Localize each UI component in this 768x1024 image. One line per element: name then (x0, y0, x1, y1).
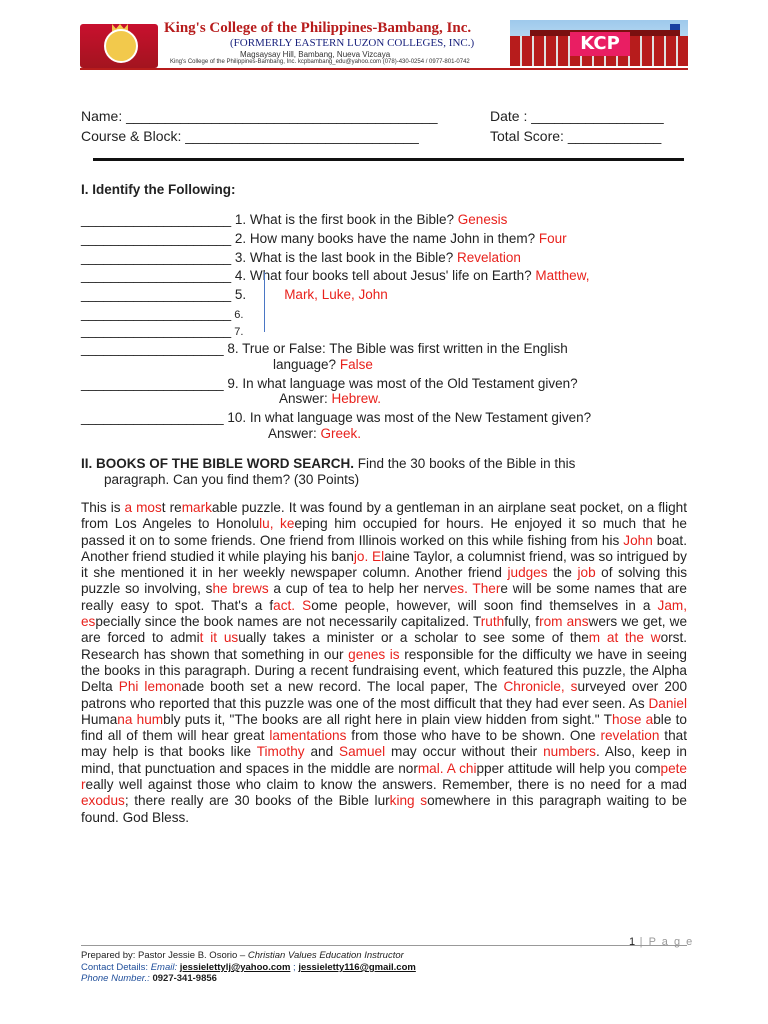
hidden-book-name: Samuel (339, 744, 386, 760)
paragraph-text: aine Taylor, a columnist friend, was so intrigued by it she mentioned it in her weekly newspaper column. Another friend (81, 548, 687, 581)
hidden-book-name: he brews (212, 581, 269, 597)
answer-text: Mark, Luke, John (284, 287, 388, 302)
hidden-book-name: pete r (81, 760, 687, 793)
paragraph-text: and (304, 744, 340, 760)
course-block-field[interactable]: Course & Block: ______________________________ (81, 128, 419, 144)
answer-text: Greek. (320, 426, 362, 441)
paragraph-text: the (547, 565, 578, 581)
answer-text: Matthew, (535, 268, 590, 283)
question-4: ____________________ 4. What four books tell about Jesus' life on Earth? Matthew, (81, 268, 590, 283)
name-field[interactable]: Name: ________________________________________ (81, 108, 438, 124)
paragraph-text: may occur without their (385, 744, 544, 760)
paragraph-text: from those who have to be shown. One (346, 728, 601, 744)
section2-title: II. BOOKS OF THE BIBLE WORD SEARCH. Find the 30 books of the Bible in this (81, 456, 576, 471)
paragraph-text: ble to find all of them will hear great (81, 711, 687, 744)
question-2: ____________________ 2. How many books have the name John in them? Four (81, 231, 567, 246)
header-divider (80, 68, 688, 70)
hidden-book-name: ruth (480, 614, 505, 630)
paragraph-text: orst. Research has shown that something in our (81, 630, 688, 662)
paragraph-text: urveyed over 200 patrons who reported that this puzzle was one of the most difficult that they had ever seen. As (81, 679, 688, 711)
answer-text: False (339, 357, 373, 372)
hidden-book-name: Phi lemon (118, 679, 182, 695)
word-search-paragraph (81, 500, 687, 826)
hidden-book-name: mark (181, 500, 212, 515)
kcp-badge: KCP (570, 32, 630, 56)
school-logo-banner (80, 24, 158, 68)
question-8: ___________________ 8. True or False: The Bible was first written in the English (81, 341, 568, 356)
hidden-book-name: John (623, 532, 653, 548)
paragraph-text: ; there really are 30 books of the Bible lur (124, 793, 390, 809)
question-3: ____________________ 3. What is the last book in the Bible? Revelation (81, 250, 521, 265)
hidden-book-name: t it us (199, 630, 239, 646)
paragraph-text: e will be some names that are really easy to spot. That's a f (81, 581, 687, 613)
hidden-book-name: es. Ther (449, 581, 501, 597)
hidden-book-name: jo. El (353, 548, 385, 564)
footer-divider (81, 945, 687, 946)
hidden-book-name: act. S (273, 597, 312, 613)
answer-blank[interactable]: ____________________ (81, 306, 232, 321)
paragraph-text: ome people, however, will soon find themselves in a (311, 597, 658, 613)
question-8-cont: language? False (273, 357, 373, 372)
paragraph-text: Huma (81, 711, 118, 727)
answer-blank[interactable]: ____________________ (81, 323, 232, 338)
hidden-book-name: Daniel (648, 695, 687, 711)
question-10: ___________________ 10. In what language was most of the New Testament given? (81, 410, 592, 425)
total-score-field[interactable]: Total Score: ____________ (490, 128, 662, 144)
answer-text: Genesis (457, 212, 508, 227)
school-address: Magsaysay Hill, Bambang, Nueva Vizcaya (240, 50, 391, 59)
paragraph-text: that may help is that books like (81, 728, 687, 760)
hidden-book-name: hose a (611, 711, 654, 727)
hidden-book-name: king s (389, 793, 428, 809)
hidden-book-name: Timothy (256, 744, 305, 760)
hidden-book-name: judges (507, 565, 548, 581)
hidden-book-name: Jam, es (81, 597, 687, 630)
date-field[interactable]: Date : _________________ (490, 108, 664, 124)
answer-blank[interactable]: ____________________ (81, 287, 232, 302)
section-divider (93, 158, 684, 161)
hidden-book-name: mal. A chi (417, 760, 477, 776)
hidden-book-name: revelation (600, 728, 660, 744)
answer-blank[interactable]: ____________________ (81, 231, 232, 246)
contact-details: Contact Details: Email: jessielettylj@yahoo.com ; jessieletty116@gmail.com (81, 962, 416, 973)
paragraph-text: t re (161, 500, 182, 515)
answer-text: Revelation (457, 250, 521, 265)
answer-blank[interactable]: ___________________ (81, 376, 224, 391)
paragraph-text: . Also, keep in mind, that punctuation and spaces in the middle are nor (81, 744, 687, 776)
school-header (80, 20, 688, 68)
school-former-name: (FORMERLY EASTERN LUZON COLLEGES, INC.) (230, 37, 475, 49)
phone-number: Phone Number.: 0927-341-9856 (81, 973, 217, 984)
question-5: ____________________ 5. Mark, Luke, John (81, 287, 388, 302)
hidden-book-name: a mos (124, 500, 162, 515)
campus-photo-banner (510, 20, 688, 66)
question-9: ___________________ 9. In what language was most of the Old Testament given? (81, 376, 578, 391)
paragraph-text: bly puts it, "The books are all right here in plain view hidden from sight." T (163, 711, 612, 727)
paragraph-text: wers we get, we are forced to admi (81, 614, 687, 646)
paragraph-text: ually takes a minister or a scholar to see some of the (238, 630, 589, 646)
prepared-by: Prepared by: Pastor Jessie B. Osorio – Christian Values Education Instructor (81, 950, 404, 961)
school-contact: King's College of the Philippines-Bambang, Inc. kcpbambang_edu@yahoo.com (078)-430-0254 / 0977-801-0742 (170, 59, 470, 65)
question-10-cont: Answer: Greek. (268, 426, 362, 441)
hidden-book-name: rom ans (539, 614, 589, 630)
flag-icon (670, 24, 680, 30)
hidden-book-name: job (577, 565, 596, 581)
email-link-2[interactable]: jessieletty116@gmail.com (298, 962, 416, 973)
question-9-cont: Answer: Hebrew. (279, 391, 382, 406)
paragraph-text: This is (81, 500, 125, 515)
hidden-book-name: genes is (348, 646, 400, 662)
answer-text: Four (538, 231, 567, 246)
paragraph-text: pper attitude will help you com (476, 760, 661, 776)
paragraph-text: responsible for the difficulty we have in seeing the books in this paragraph. During a recent fundraising event, which featured this puzzle, the Alpha Delta (81, 646, 687, 695)
hidden-book-name: Chronicle, s (503, 679, 578, 695)
hidden-book-name: m at the w (588, 630, 661, 646)
paragraph-text: ade booth set a new record. The local paper, The (181, 679, 504, 695)
paragraph-text: of solving this puzzle so involving, s (81, 565, 688, 597)
school-name: King's College of the Philippines-Bambang, Inc. (164, 20, 472, 36)
paragraph-text: fully, f (504, 614, 540, 630)
email-link-1[interactable]: jessielettylj@yahoo.com (179, 962, 291, 973)
paragraph-text: omewhere in this paragraph waiting to be found. God Bless. (81, 793, 687, 825)
paragraph-text: eping him occupied for hours. He enjoyed it so much that he passed it on to some friends. One friend from Illinois worked on this while fishing from his (81, 516, 687, 548)
hidden-book-name: lu, ke (259, 516, 295, 532)
question-7: ____________________ 7. (81, 323, 244, 338)
question-1: ____________________ 1. What is the first book in the Bible? Genesis (81, 212, 508, 227)
paragraph-text: pecially since the book names are not necessarily capitalized. T (95, 614, 481, 630)
hidden-book-name: numbers (543, 744, 596, 760)
answer-blank[interactable]: ____________________ (81, 268, 232, 283)
paragraph-text: boat. Another friend studied it while playing his ban (81, 532, 687, 564)
paragraph-text: able puzzle. It was found by a gentleman in an airplane seat pocket, on a flight from Los Angeles to Honolu (81, 500, 687, 532)
hidden-book-name: na hum (117, 711, 164, 727)
hidden-book-name: lamentations (269, 728, 347, 744)
answer-blank[interactable]: ___________________ (81, 410, 224, 425)
answer-blank[interactable]: ____________________ (81, 250, 232, 265)
answer-blank[interactable]: ___________________ (81, 341, 224, 356)
answer-text: Hebrew. (331, 391, 382, 406)
paragraph-text: a cup of tea to help her nerv (268, 581, 450, 597)
section2-instruction: paragraph. Can you find them? (30 Points) (104, 472, 360, 487)
page-number: 1 | P a g e (629, 936, 694, 948)
crest-icon (104, 29, 138, 63)
answer-blank[interactable]: ____________________ (81, 212, 232, 227)
paragraph-text: eally well against those who claim to know the answers. Remember, there is no need for a mad (85, 777, 687, 793)
section1-title: I. Identify the Following: (81, 182, 236, 197)
hidden-book-name: exodus (81, 793, 125, 809)
bracket-icon (258, 272, 265, 332)
question-6: ____________________ 6. (81, 306, 244, 321)
